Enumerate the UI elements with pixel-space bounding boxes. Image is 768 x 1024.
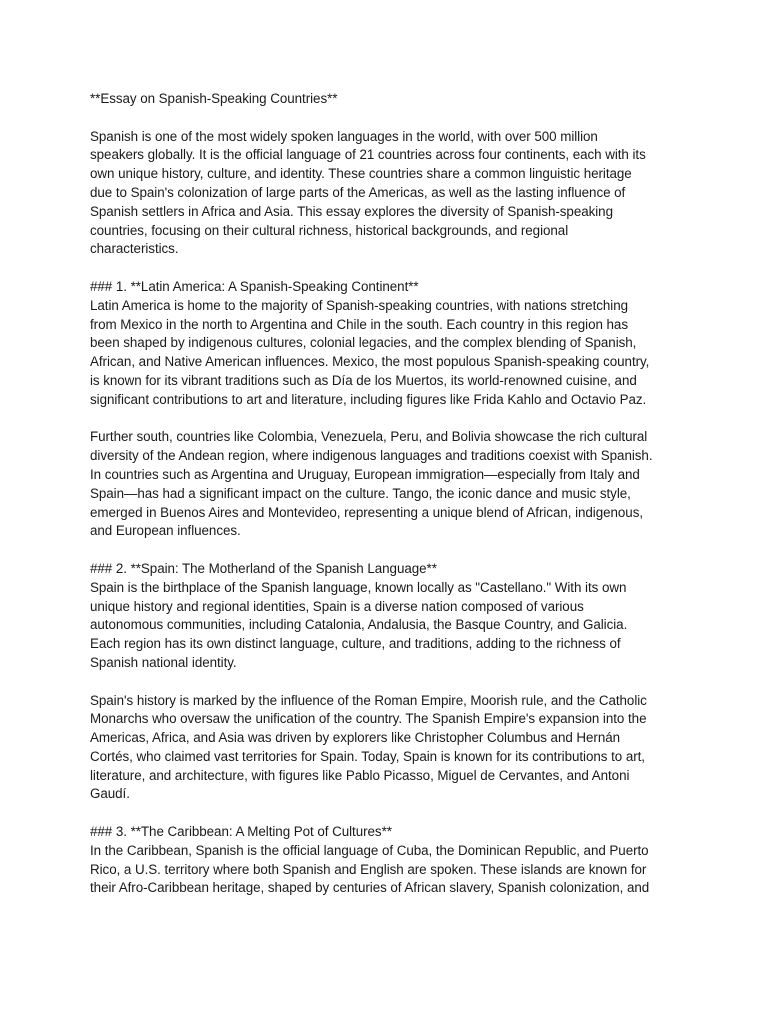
text-line: Spanish settlers in Africa and Asia. This essay explores the diversity of Spanish-speaking: [90, 203, 613, 219]
text-line: Spanish is one of the most widely spoken languages in the world, with over 500 million: [90, 128, 598, 144]
section-latin-america: [90, 278, 690, 541]
text-line: Rico, a U.S. territory where both Spanish and English are spoken. These islands are known for: [90, 861, 647, 877]
text-line: countries, focusing on their cultural richness, historical backgrounds, and regional: [90, 222, 569, 238]
text-line: diversity of the Andean region, where indigenous languages and traditions coexist with Spanish.: [90, 448, 653, 464]
section-heading: ### 3. **The Caribbean: A Melting Pot of Cultures**: [90, 824, 392, 840]
text-line: Monarchs who oversaw the unification of the country. The Spanish Empire's expansion into the: [90, 711, 647, 727]
paragraph: [90, 297, 690, 410]
text-line: Gaudí.: [90, 786, 130, 802]
paragraph: [90, 692, 690, 805]
text-line: In countries such as Argentina and Uruguay, European immigration—especially from Italy and: [90, 466, 640, 482]
text-line: literature, and architecture, with figures like Pablo Picasso, Miguel de Cervantes, and Antoni: [90, 767, 630, 783]
paragraph-gap: [90, 541, 690, 560]
text-line: from Mexico in the north to Argentina and Chile in the south. Each country in this region has: [90, 316, 628, 332]
section-caribbean: [90, 823, 690, 898]
text-line: speakers globally. It is the official language of 21 countries across four continents, each with its: [90, 147, 646, 163]
text-line: and European influences.: [90, 523, 241, 539]
text-line: emerged in Buenos Aires and Montevideo, representing a unique blend of African, indigenous,: [90, 504, 644, 520]
paragraph: [90, 428, 690, 541]
text-line: Cortés, who claimed vast territories for Spain. Today, Spain is known for its contributions to art,: [90, 748, 645, 764]
text-line: their Afro-Caribbean heritage, shaped by centuries of African slavery, Spanish colonization, and: [90, 880, 650, 896]
paragraph: [90, 579, 690, 673]
text-line: Each region has its own distinct language, culture, and traditions, adding to the richness of: [90, 636, 621, 652]
text-line: significant contributions to art and literature, including figures like Frida Kahlo and Octavio Paz.: [90, 391, 647, 407]
text-line: Americas, Africa, and Asia was driven by explorers like Christopher Columbus and Hernán: [90, 730, 621, 746]
paragraph-gap: [90, 259, 690, 278]
text-line: Further south, countries like Colombia, Venezuela, Peru, and Bolivia showcase the rich cultural: [90, 429, 648, 445]
section-heading: ### 2. **Spain: The Motherland of the Spanish Language**: [90, 560, 437, 576]
text-line: autonomous communities, including Catalonia, Andalusia, the Basque Country, and Galicia.: [90, 617, 628, 633]
text-line: due to Spain's colonization of large parts of the Americas, as well as the lasting influence of: [90, 184, 626, 200]
paragraph-gap: [90, 410, 690, 429]
text-line: Latin America is home to the majority of Spanish-speaking countries, with nations stretching: [90, 297, 628, 313]
text-line: Spain is the birthplace of the Spanish language, known locally as "Castellano." With its own: [90, 579, 627, 595]
document-title: **Essay on Spanish-Speaking Countries**: [90, 91, 338, 106]
section-heading: ### 1. **Latin America: A Spanish-Speaking Continent**: [90, 278, 419, 294]
paragraph-gap: [90, 804, 690, 823]
text-line: Spain—has had a significant impact on the culture. Tango, the iconic dance and music style,: [90, 485, 631, 501]
text-line: been shaped by indigenous cultures, colonial legacies, and the complex blending of Spanish,: [90, 335, 637, 351]
text-line: characteristics.: [90, 241, 179, 257]
paragraph-gap: [90, 109, 690, 128]
text-line: unique history and regional identities, Spain is a diverse nation composed of various: [90, 598, 584, 614]
section-spain: [90, 560, 690, 804]
paragraph-gap: [90, 673, 690, 692]
paragraph: [90, 842, 690, 898]
text-line: In the Caribbean, Spanish is the official language of Cuba, the Dominican Republic, and Puerto: [90, 842, 649, 858]
text-line: Spanish national identity.: [90, 654, 237, 670]
text-line: Spain's history is marked by the influence of the Roman Empire, Moorish rule, and the Catholic: [90, 692, 647, 708]
text-line: African, and Native American influences. Mexico, the most populous Spanish-speaking country,: [90, 354, 650, 370]
intro-paragraph: [90, 128, 690, 260]
text-line: is known for its vibrant traditions such as Día de los Muertos, its world-renowned cuisine, and: [90, 372, 637, 388]
document-page: [90, 90, 690, 898]
text-line: own unique history, culture, and identity. These countries share a common linguistic heritage: [90, 166, 632, 182]
